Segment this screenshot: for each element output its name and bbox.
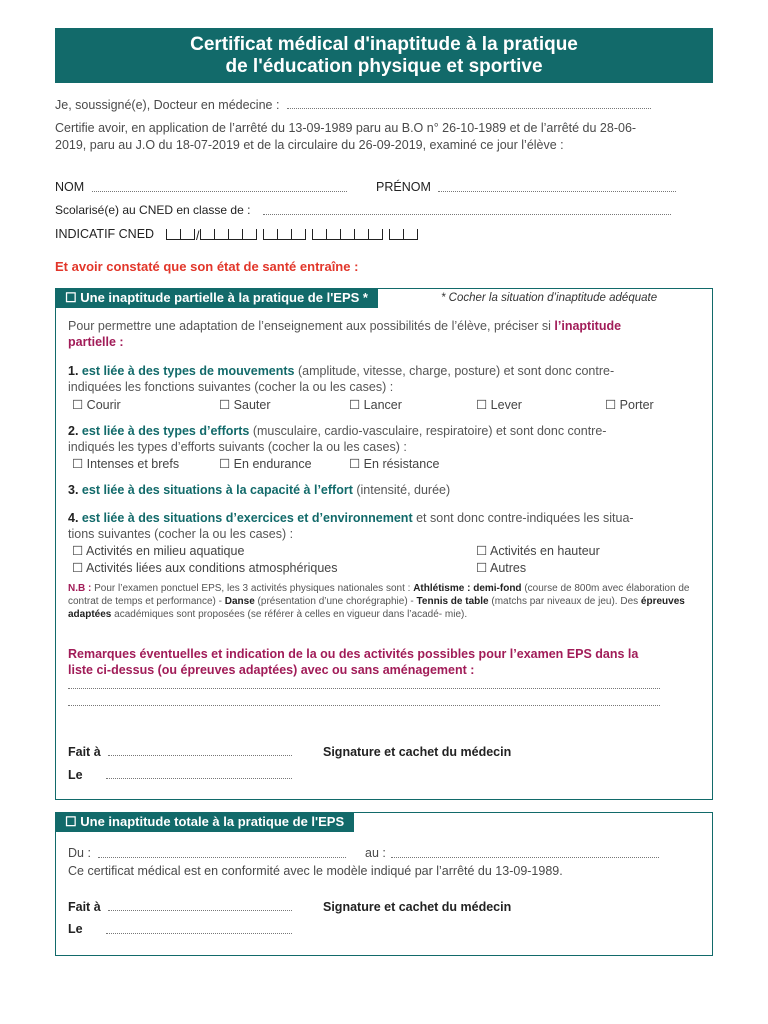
nb-text-3: élaboration de contrat de temps et performance) - <box>68 583 690 607</box>
cocher-note: * Cocher la situation d’inaptitude adéquate <box>441 292 658 304</box>
certifie-line-2: 2019, paru au J.O du 18-07-2019 et de la circulaire du 26-09-2019, examiné ce jour l’élève : <box>55 138 564 152</box>
nb-bold-danse: Danse <box>224 596 255 607</box>
total-inaptitude-panel <box>55 812 713 956</box>
nb-bold-athletisme: Athlétisme : demi-fond <box>413 583 522 594</box>
item-4-num: 4. <box>68 511 79 525</box>
item-2-num: 2. <box>68 424 79 438</box>
remarks-heading <box>68 646 704 678</box>
option-intenses-brefs[interactable]: ☐ Intenses et brefs <box>72 457 180 471</box>
item-3-bold: est liée à des situations à la capacité à l’effort <box>81 483 353 497</box>
nb-text-2: (course de 800m avec <box>524 583 624 594</box>
partial-intro-highlight: l’inaptitude <box>554 319 622 333</box>
item-4-rest-1: et sont donc contre-indiquées les situa- <box>416 511 634 525</box>
partial-fait-label: Fait à <box>68 745 101 759</box>
prenom-label: PRÉNOM <box>376 180 431 194</box>
total-fait-label: Fait à <box>68 900 101 914</box>
remarks-line-2: liste ci-dessus (ou épreuves adaptées) avec ou sans aménagement : <box>68 663 475 677</box>
option-sauter[interactable]: ☐ Sauter <box>219 398 271 412</box>
nb-text-8: mie). <box>444 609 468 620</box>
item-4 <box>68 510 698 542</box>
certifie-paragraph <box>55 120 636 154</box>
option-lancer[interactable]: ☐ Lancer <box>349 398 402 412</box>
total-signature-label: Signature et cachet du médecin <box>323 900 512 914</box>
nom-field[interactable] <box>92 181 347 192</box>
total-inaptitude-checkbox[interactable]: ☐ Une inaptitude totale à la pratique de l'EPS <box>55 812 354 832</box>
certifie-line-1: Certifie avoir, en application de l’arrêté du 13-09-1989 paru au B.O n° 26-10-1989 et de l’arrêté du 28-06- <box>55 121 637 135</box>
partial-intro-text: Pour permettre une adaptation de l’enseignement aux possibilités de l’élève, préciser si <box>68 319 551 333</box>
item-2-rest-2: indiqués les types d’efforts suivants (cocher la ou les cases) : <box>68 440 407 454</box>
option-autres[interactable]: ☐ Autres <box>476 561 527 575</box>
remarks-field-2[interactable] <box>68 697 660 706</box>
nb-text-5: (matchs <box>491 596 527 607</box>
du-label: Du : <box>68 846 91 860</box>
doctor-line <box>55 98 651 112</box>
nom-label: NOM <box>55 180 85 194</box>
title-line-1: Certificat médical d'inaptitude à la pratique <box>190 33 578 55</box>
constat-heading: Et avoir constaté que son état de santé entraîne : <box>55 259 359 274</box>
indicatif-label: INDICATIF CNED <box>55 227 155 241</box>
prenom-field[interactable] <box>438 181 676 192</box>
total-fait-field[interactable] <box>108 900 292 911</box>
du-field[interactable] <box>98 847 346 858</box>
au-label: au : <box>365 846 386 860</box>
item-2-bold: est liée à des types d’efforts <box>81 424 250 438</box>
nb-text-7: académiques sont proposées (se référer à celles en vigueur dans l’acadé- <box>114 609 443 620</box>
item-1 <box>68 363 698 395</box>
total-le-field[interactable] <box>106 923 292 934</box>
option-courir[interactable]: ☐ Courir <box>72 398 121 412</box>
doctor-label: Je, soussigné(e), Docteur en médecine : <box>55 98 280 112</box>
au-field[interactable] <box>391 847 659 858</box>
option-hauteur[interactable]: ☐ Activités en hauteur <box>476 544 600 558</box>
nb-paragraph <box>68 582 704 621</box>
partial-inaptitude-checkbox[interactable]: ☐ Une inaptitude partielle à la pratique de l'EPS * <box>55 288 378 308</box>
remarks-field-1[interactable] <box>68 680 660 689</box>
total-le-label: Le <box>68 922 83 936</box>
item-4-bold: est liée à des situations d’exercices et d’environnement <box>81 511 413 525</box>
indicatif-cned-boxes[interactable]: / <box>166 229 418 243</box>
item-1-num: 1. <box>68 364 79 378</box>
item-3-num: 3. <box>68 483 79 497</box>
partial-le-field[interactable] <box>106 768 292 779</box>
nb-text-4: (présentation d’une chorégraphie) - <box>257 596 414 607</box>
option-resistance[interactable]: ☐ En résistance <box>349 457 440 471</box>
option-endurance[interactable]: ☐ En endurance <box>219 457 312 471</box>
item-2 <box>68 423 698 455</box>
option-conditions-atmospheriques[interactable]: ☐ Activités liées aux conditions atmosphériques <box>72 561 338 575</box>
nb-label: N.B : <box>68 583 92 594</box>
item-2-rest-1: (musculaire, cardio-vasculaire, respiratoire) et sont donc contre- <box>252 424 607 438</box>
remarks-line-1: Remarques éventuelles et indication de la ou des activités possibles pour l’examen EPS dans la <box>68 647 639 661</box>
classe-field[interactable] <box>263 204 671 215</box>
partial-intro <box>68 318 698 350</box>
nb-bold-epreuves: épreuves adaptées <box>68 596 685 620</box>
option-milieu-aquatique[interactable]: ☐ Activités en milieu aquatique <box>72 544 245 558</box>
partial-fait-field[interactable] <box>108 745 292 756</box>
item-3 <box>68 482 698 498</box>
partial-intro-highlight-2: partielle : <box>68 335 124 349</box>
option-lever[interactable]: ☐ Lever <box>476 398 522 412</box>
item-1-rest-1: (amplitude, vitesse, charge, posture) et sont donc contre- <box>298 364 615 378</box>
partial-le-label: Le <box>68 768 83 782</box>
item-3-rest-1: (intensité, durée) <box>356 483 451 497</box>
item-4-rest-2: tions suivantes (cocher la ou les cases) : <box>68 527 294 541</box>
nb-text-1: Pour l’examen ponctuel EPS, les 3 activités physiques nationales sont : <box>94 583 411 594</box>
item-1-bold: est liée à des types de mouvements <box>81 364 295 378</box>
nb-bold-tennis: Tennis de table <box>416 596 489 607</box>
doctor-name-field[interactable] <box>287 108 651 109</box>
partial-signature-label: Signature et cachet du médecin <box>323 745 512 759</box>
title-line-2: de l'éducation physique et sportive <box>225 55 543 77</box>
scolarise-label: Scolarisé(e) au CNED en classe de : <box>55 203 251 217</box>
conformite-text: Ce certificat médical est en conformité avec le modèle indiqué par l’arrêté du 13-09-1989. <box>68 864 563 878</box>
item-1-rest-2: indiquées les fonctions suivantes (cocher la ou les cases) : <box>68 380 394 394</box>
option-porter[interactable]: ☐ Porter <box>605 398 654 412</box>
document-title <box>55 28 713 83</box>
nb-text-6: par niveaux de jeu). Des <box>529 596 639 607</box>
